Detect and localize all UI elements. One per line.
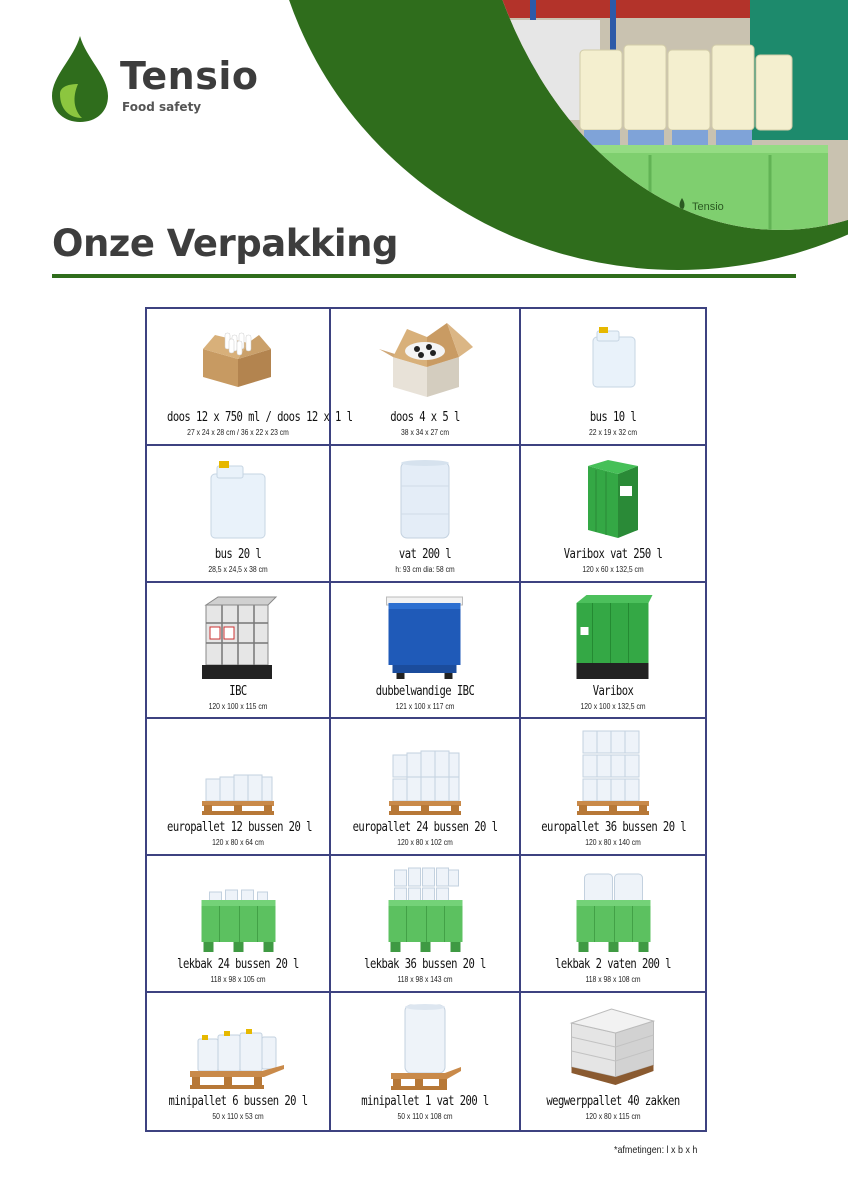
product-cell — [147, 993, 331, 1130]
varibox-icon — [571, 593, 656, 681]
product-cell — [331, 309, 521, 446]
jerrycan-small-icon — [583, 319, 643, 399]
product-cell — [147, 309, 353, 446]
product-cell — [147, 719, 331, 856]
product-cell — [331, 583, 521, 720]
packaging-grid — [145, 307, 707, 1132]
product-dimensions: 27 x 24 x 28 cm / 36 x 22 x 23 cm — [187, 428, 289, 437]
product-dimensions: 120 x 80 x 64 cm — [212, 838, 264, 848]
product-dimensions: 120 x 60 x 132,5 cm — [582, 564, 644, 574]
product-dimensions: 118 x 98 x 143 cm — [397, 975, 453, 985]
box-bottles-icon — [193, 319, 283, 389]
box-jerrycans-icon — [375, 319, 475, 399]
product-dimensions: 118 x 98 x 108 cm — [585, 975, 641, 985]
spill-tray-36-icon — [383, 866, 468, 954]
product-name: minipallet 6 bussen 20 l — [168, 1093, 308, 1110]
product-cell — [521, 993, 705, 1130]
minipallet-6-icon — [188, 1003, 288, 1091]
product-name: doos 4 x 5 l — [390, 409, 460, 425]
europallet-36-icon — [573, 729, 653, 817]
product-dimensions: 120 x 100 x 115 cm — [208, 701, 268, 711]
product-name: europallet 24 bussen 20 l — [352, 819, 498, 836]
drum-icon — [395, 456, 455, 541]
tensio-logo — [52, 36, 259, 126]
product-name: minipallet 1 vat 200 l — [361, 1093, 489, 1110]
product-cell — [521, 583, 705, 720]
title-divider — [52, 274, 796, 278]
spill-tray-24-icon — [196, 866, 281, 954]
product-name: lekbak 36 bussen 20 l — [364, 956, 486, 973]
product-dimensions: 118 x 98 x 105 cm — [210, 975, 266, 985]
product-name: vat 200 l — [398, 545, 452, 562]
product-name: Varibox vat 250 l — [563, 545, 663, 562]
product-dimensions: 50 x 110 x 53 cm — [212, 1112, 264, 1122]
product-name: wegwerppallet 40 zakken — [546, 1093, 680, 1110]
product-dimensions: 120 x 80 x 102 cm — [397, 838, 453, 848]
product-dimensions: 28,5 x 24,5 x 38 cm — [208, 564, 268, 574]
minipallet-drum-icon — [385, 1003, 465, 1091]
europallet-24-icon — [385, 729, 465, 817]
product-cell — [331, 446, 521, 583]
europallet-12-icon — [198, 729, 278, 817]
jerrycan-large-icon — [203, 456, 273, 541]
dimensions-footnote: *afmetingen: l x b x h — [614, 1144, 698, 1156]
product-cell — [521, 446, 705, 583]
product-cell — [331, 856, 521, 993]
ibc-icon — [198, 593, 278, 681]
brand-name: Tensio — [120, 54, 259, 98]
product-dimensions: 120 x 80 x 140 cm — [585, 838, 641, 848]
product-dimensions: 38 x 34 x 27 cm — [400, 428, 449, 437]
product-cell — [521, 856, 705, 993]
spill-tray-drums-icon — [571, 866, 656, 954]
warehouse-photo — [470, 0, 848, 230]
product-dimensions: 120 x 100 x 132,5 cm — [580, 701, 646, 711]
double-wall-ibc-icon — [383, 593, 468, 681]
product-cell — [521, 309, 705, 446]
product-cell — [331, 993, 521, 1130]
product-name: europallet 12 bussen 20 l — [167, 819, 312, 836]
product-dimensions: 22 x 19 x 32 cm — [588, 428, 637, 437]
product-cell — [147, 583, 331, 720]
varibox-drum-icon — [578, 456, 648, 541]
product-cell — [147, 446, 331, 583]
product-cell — [521, 719, 705, 856]
product-dimensions: 121 x 100 x 117 cm — [395, 701, 455, 711]
product-dimensions: 120 x 80 x 115 cm — [585, 1112, 641, 1122]
page-title: Onze Verpakking — [52, 222, 398, 265]
brand-subtitle: Food safety — [122, 100, 202, 114]
product-dimensions: h: 93 cm dia: 58 cm — [395, 564, 455, 574]
product-name: bus 20 l — [214, 545, 262, 562]
product-dimensions: 50 x 110 x 108 cm — [397, 1112, 453, 1122]
product-cell — [331, 719, 521, 856]
product-cell — [147, 856, 331, 993]
droplet-logo-icon — [52, 36, 114, 126]
product-name: europallet 36 bussen 20 l — [541, 819, 687, 836]
product-name: lekbak 2 vaten 200 l — [555, 956, 671, 973]
product-name: doos 12 x 750 ml / doos 12 x 1 l — [167, 409, 353, 425]
product-name: IBC — [229, 682, 247, 699]
product-name: dubbelwandige IBC — [375, 682, 475, 699]
crate-label: Tensio — [692, 201, 724, 213]
product-name: lekbak 24 bussen 20 l — [177, 956, 299, 973]
product-name: bus 10 l — [589, 409, 637, 425]
product-name: Varibox — [592, 682, 634, 699]
bag-pallet-icon — [566, 1003, 661, 1091]
